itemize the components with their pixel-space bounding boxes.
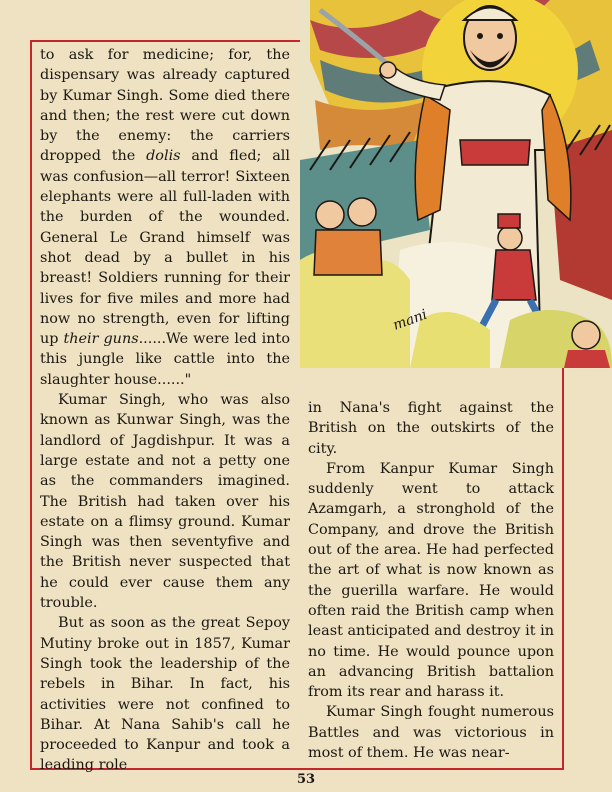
left-paragraph bbox=[40, 390, 290, 613]
right-column bbox=[308, 398, 554, 763]
page-number: 53 bbox=[296, 772, 316, 787]
text-run: and fled; all was confusion—all terror! Sixteen elephants were all full-laden with the burden of the wounded. General Le Grand himself was shot dead by a bullet in his breast! Soldiers running for their lives for five miles and more had now no strength, even for lifting up bbox=[40, 148, 290, 348]
illustrator-signature: mani bbox=[390, 306, 430, 334]
right-paragraph bbox=[308, 398, 554, 459]
text-run: in Nana's fight against the British on the outskirts of the city. bbox=[308, 400, 554, 457]
text-run: Kumar Singh, who was also known as Kunwar Singh, was the landlord of Jagdishpur. It was a large estate and not a petty one as the commanders imagined. The British had taken over his estate on a flimsy ground. Kumar Singh was then seventyfive and the British never suspected that he could ever cause them any trouble. bbox=[40, 392, 290, 612]
left-paragraph bbox=[40, 45, 290, 390]
italic-text: their guns bbox=[63, 331, 139, 348]
text-run: Kumar Singh fought numerous Battles and was victorious in most of them. He was near- bbox=[308, 704, 554, 762]
italic-text: dolis bbox=[146, 148, 181, 165]
text-run: From Kanpur Kumar Singh suddenly went to attack Azamgarh, a stronghold of the Company, and drove the British out of the area. He had perfected the art of what is now known as the guerilla warfare. He would often raid the British camp when least anticipated and destroy it in no time. He would pounce upon an advancing British battalion from its rear and harass it. bbox=[308, 460, 554, 701]
right-paragraph bbox=[308, 702, 554, 763]
left-column bbox=[40, 45, 290, 776]
text-run: ......We were led into this jungle like cattle into the slaughter house......" bbox=[40, 331, 290, 388]
battle-illustration bbox=[300, 0, 612, 368]
right-paragraph bbox=[308, 459, 554, 703]
text-run: to ask for medicine; for, the dispensary was already captured by Kumar Singh. Some died there and then; the rest were cut down by the enemy: the carriers dropped the bbox=[40, 47, 290, 165]
illustration-art bbox=[300, 0, 612, 368]
left-paragraph bbox=[40, 613, 290, 775]
text-run: But as soon as the great Sepoy Mutiny broke out in 1857, Kumar Singh took the leadership of the rebels in Bihar. In fact, his activities were not confined to Bihar. At Nana Sahib's call he proceeded to Kanpur and took a leading role bbox=[40, 615, 290, 774]
